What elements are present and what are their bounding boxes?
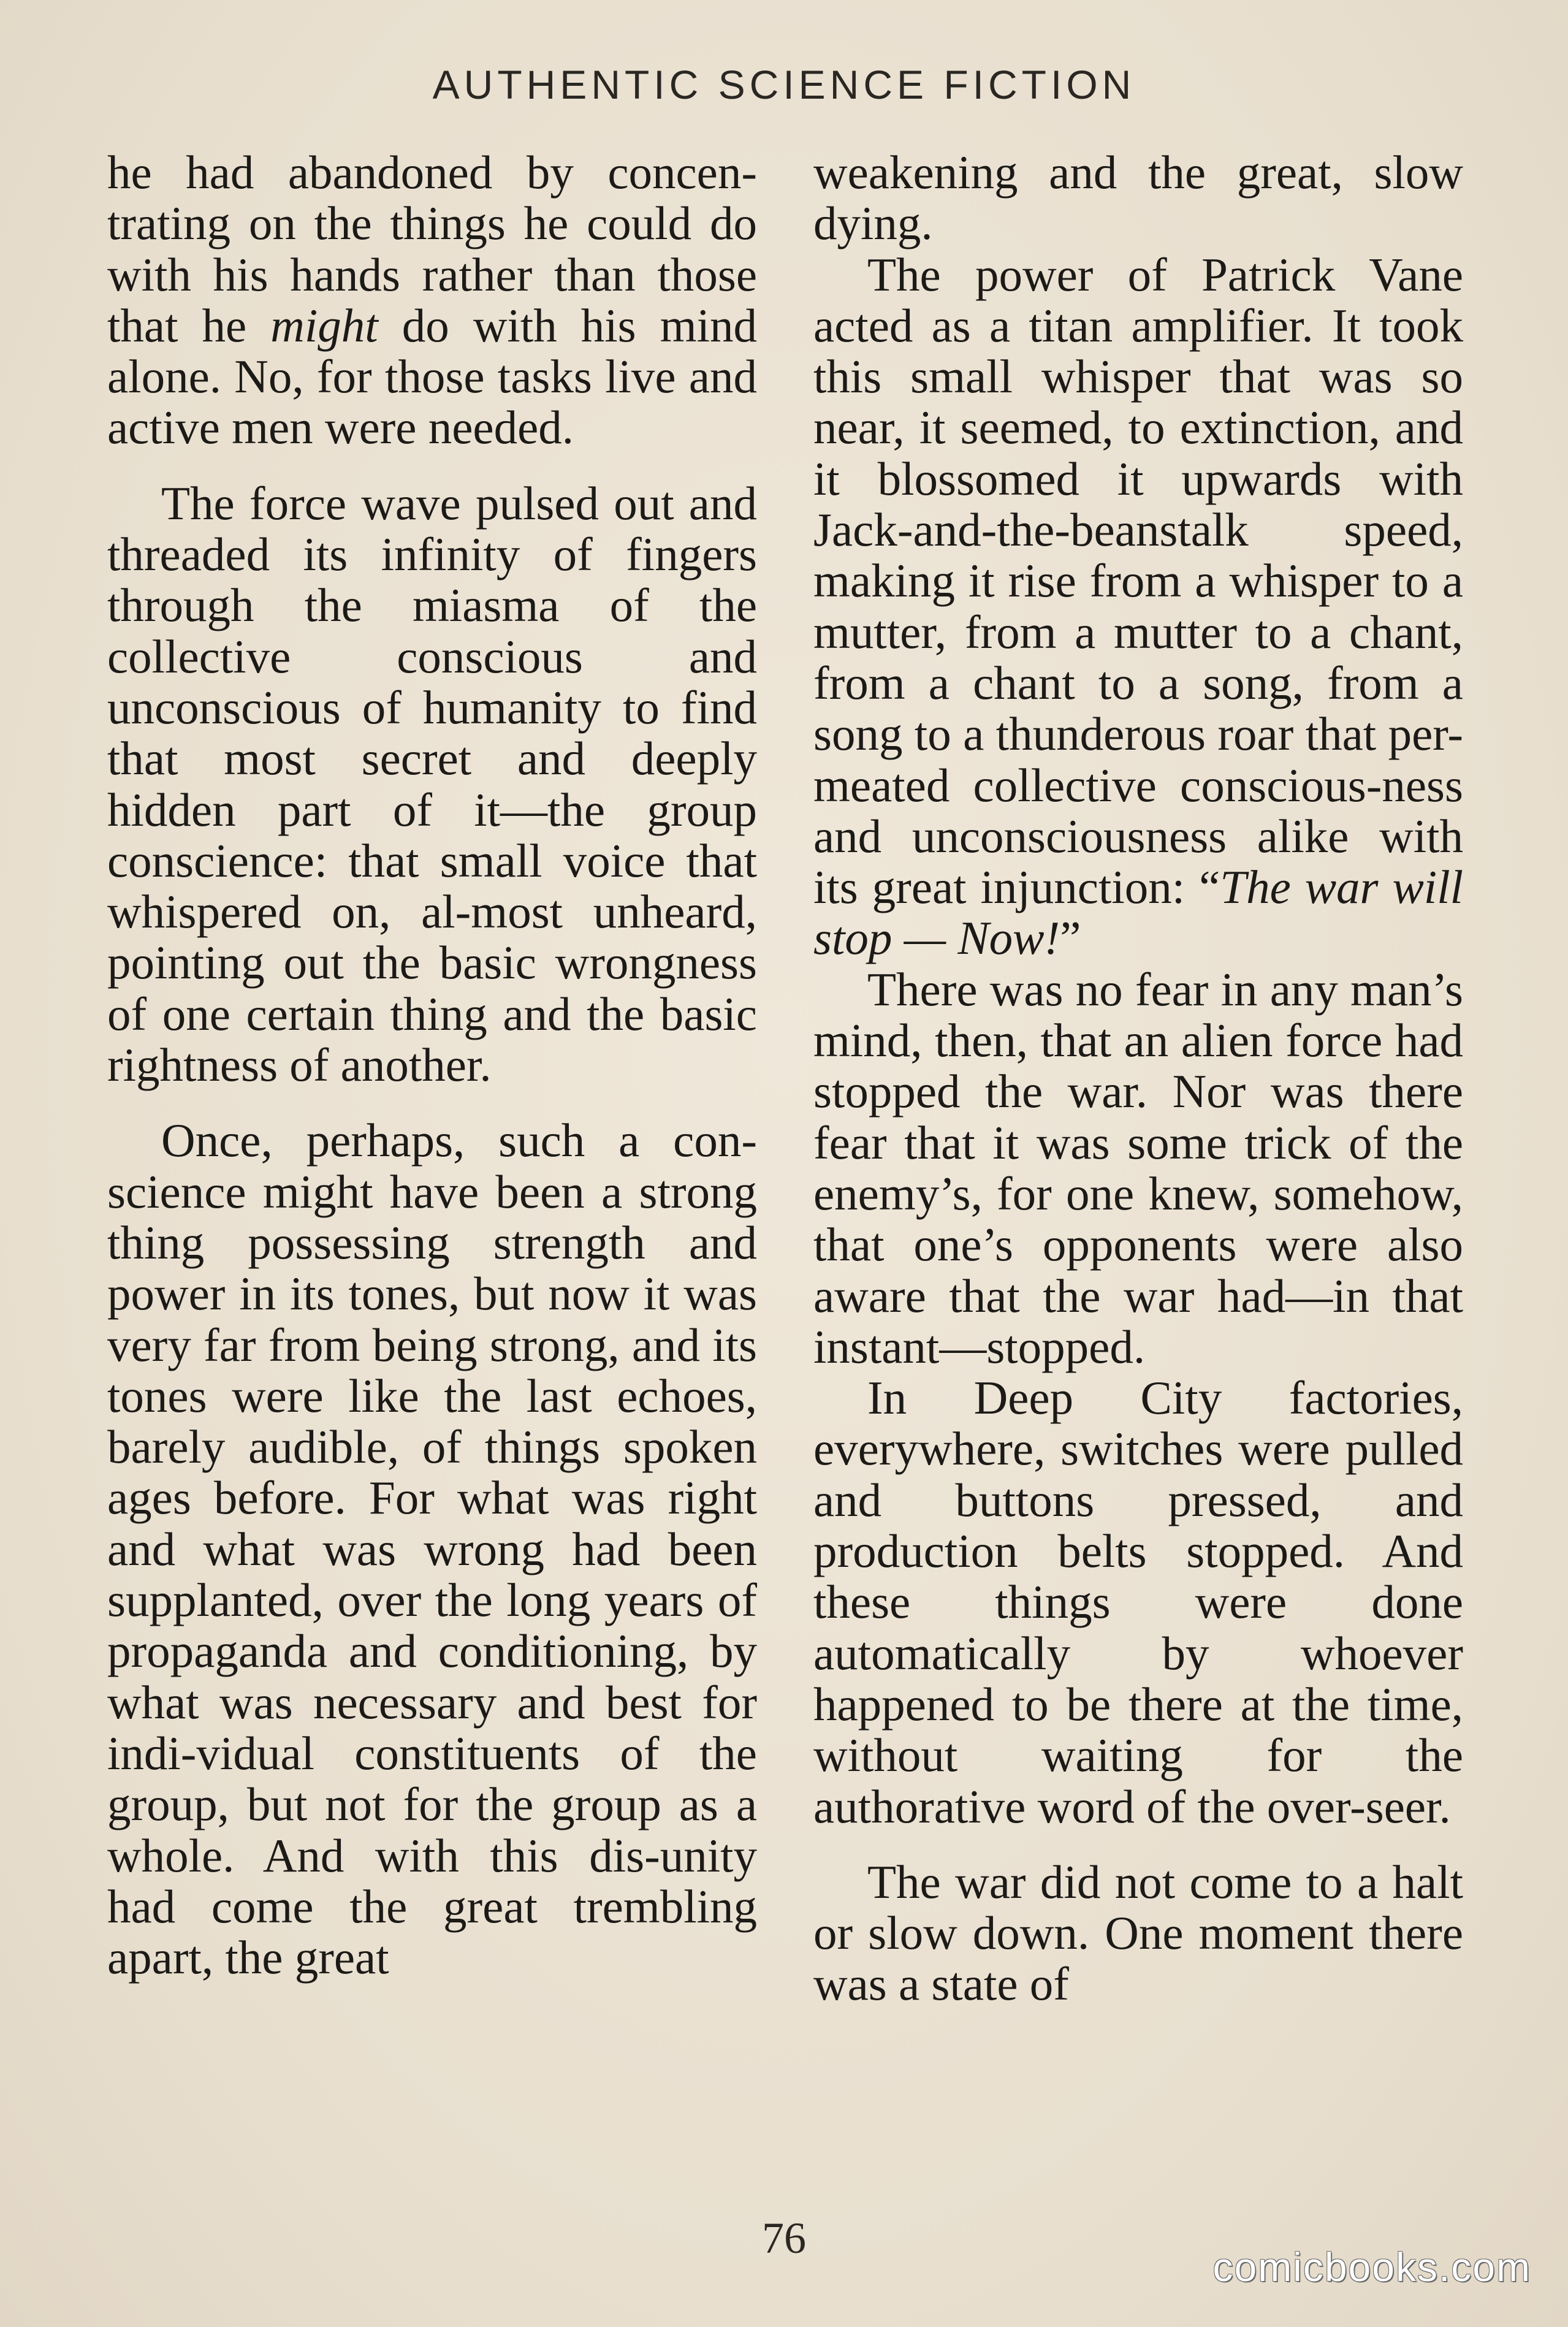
paragraph xyxy=(107,147,757,454)
text-run: he had abandoned by concen-trating on the things he could do with his hands rather than those that he xyxy=(107,146,757,352)
italic-run: The war will stop — Now! xyxy=(813,861,1463,965)
text-run: The power of Patrick Vane acted as a titan amplifier. It took this small whisper that was so near, it seemed, to extinction, and it blossomed it upwards with Jack-and-the-beanstalk speed, making it rise from a whisper to a mutter, from a mutter to a chant, from a chant to a song, from a song to a thunderous roar that per-meated collective conscious-ness and unconsciousness alike with its great injunction: “ xyxy=(813,248,1463,914)
paragraph: Once, perhaps, such a con-science might have been a strong thing possessing strength and power in its tones, but now it was very far from being strong, and its tones were like the last echoes, barely audible, of things spoken ages before. For what was right and what was wrong had been supplanted, over the long years of propaganda and conditioning, by what was necessary and best for indi-vidual constituents of the group, but not for the group as a whole. And with this dis-unity had come the great trembling apart, the great xyxy=(107,1114,757,1984)
paragraph: The force wave pulsed out and threaded its infinity of fingers through the miasma of the collective conscious and unconscious of humanity to find that most secret and deeply hidden part of it—the group conscience: that small voice that whispered on, al-most unheard, pointing out the basic wrongness of one certain thing and the basic rightness of another. xyxy=(107,476,757,1092)
text-run: do with his mind alone. No, for those tasks live and active men were needed. xyxy=(107,299,757,454)
running-head: AUTHENTIC SCIENCE FICTION xyxy=(432,62,1136,107)
paragraph: The war did not come to a halt or slow down. One moment there was a state of xyxy=(813,1855,1463,2011)
watermark: comicbooks.com xyxy=(1212,2244,1531,2290)
paragraph: There was no fear in any man’s mind, then, that an alien force had stopped the war. Nor was there fear that it was some trick of the enemy’s, for one knew, somehow, that one’s opponents were also aware that the war had—in that instant—stopped. xyxy=(813,962,1463,1373)
page-number: 76 xyxy=(762,2214,806,2263)
left-column xyxy=(107,147,757,1983)
text-run: ” xyxy=(1060,912,1081,965)
right-column xyxy=(813,147,1463,2010)
paragraph: In Deep City factories, everywhere, switches were pulled and buttons pressed, and production belts stopped. And these things were done automatically by whoever happened to be there at the time, without waiting for the authorative word of the over-seer. xyxy=(813,1371,1463,1833)
paragraph: weakening and the great, slow dying. xyxy=(813,146,1463,250)
italic-run: might xyxy=(270,299,378,352)
paragraph xyxy=(813,249,1463,964)
